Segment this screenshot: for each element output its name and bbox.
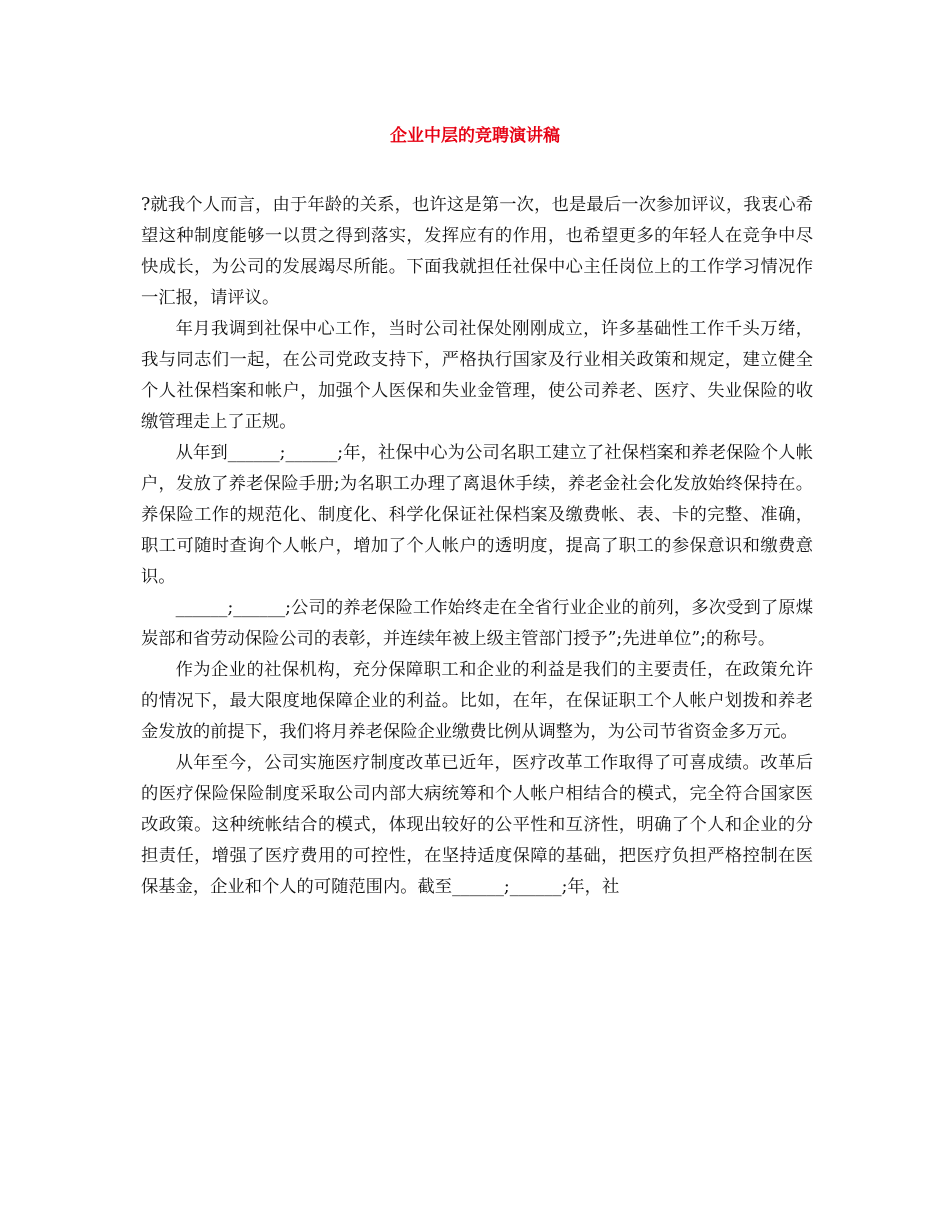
document-body <box>141 190 813 903</box>
paragraph-4: ______;______;公司的养老保险工作始终走在全省行业企业的前列，多次受到了原煤炭部和省劳动保险公司的表彰，并连续年被上级主管部门授予”;先进单位”;的称号。 <box>141 598 813 649</box>
paragraph-6: 从年至今，公司实施医疗制度改革已近年，医疗改革工作取得了可喜成绩。改革后的医疗保险保险制度采取公司内部大病统筹和个人帐户相结合的模式，完全符合国家医改政策。这种统帐结合的模式，体现出较好的公平性和互济性，明确了个人和企业的分担责任，增强了医疗费用的可控性，在坚持适度保障的基础，把医疗负担严格控制在医保基金，企业和个人的可随范围内。截至______;______;年，社 <box>141 753 813 897</box>
paragraph-3: 从年到______;______;年，社保中心为公司名职工建立了社保档案和养老保险个人帐户，发放了养老保险手册;为名职工办理了离退休手续，养老金社会化发放始终保持在。养保险工作的规范化、制度化、科学化保证社保档案及缴费帐、表、卡的完整、准确，职工可随时查询个人帐户，增加了个人帐户的透明度，提高了职工的参保意识和缴费意识。 <box>141 443 813 587</box>
paragraph-1: ?就我个人而言，由于年龄的关系，也许这是第一次，也是最后一次参加评议，我衷心希望这种制度能够一以贯之得到落实，发挥应有的作用，也希望更多的年轻人在竞争中尽快成长，为公司的发展竭尽所能。下面我就担任社保中心主任岗位上的工作学习情况作一汇报，请评议。 <box>141 195 813 308</box>
paragraph-5: 作为企业的社保机构，充分保障职工和企业的利益是我们的主要责任，在政策允许的情况下，最大限度地保障企业的利益。比如，在年，在保证职工个人帐户划拨和养老金发放的前提下，我们将月养老保险企业缴费比例从调整为，为公司节省资金多万元。 <box>141 660 813 742</box>
paragraph-2: 年月我调到社保中心工作，当时公司社保处刚刚成立，许多基础性工作千头万绪，我与同志们一起，在公司党政支持下，严格执行国家及行业相关政策和规定，建立健全个人社保档案和帐户，加强个人医保和失业金管理，使公司养老、医疗、失业保险的收缴管理走上了正规。 <box>141 319 813 432</box>
document-title: 企业中层的竞聘演讲稿 <box>390 126 560 146</box>
